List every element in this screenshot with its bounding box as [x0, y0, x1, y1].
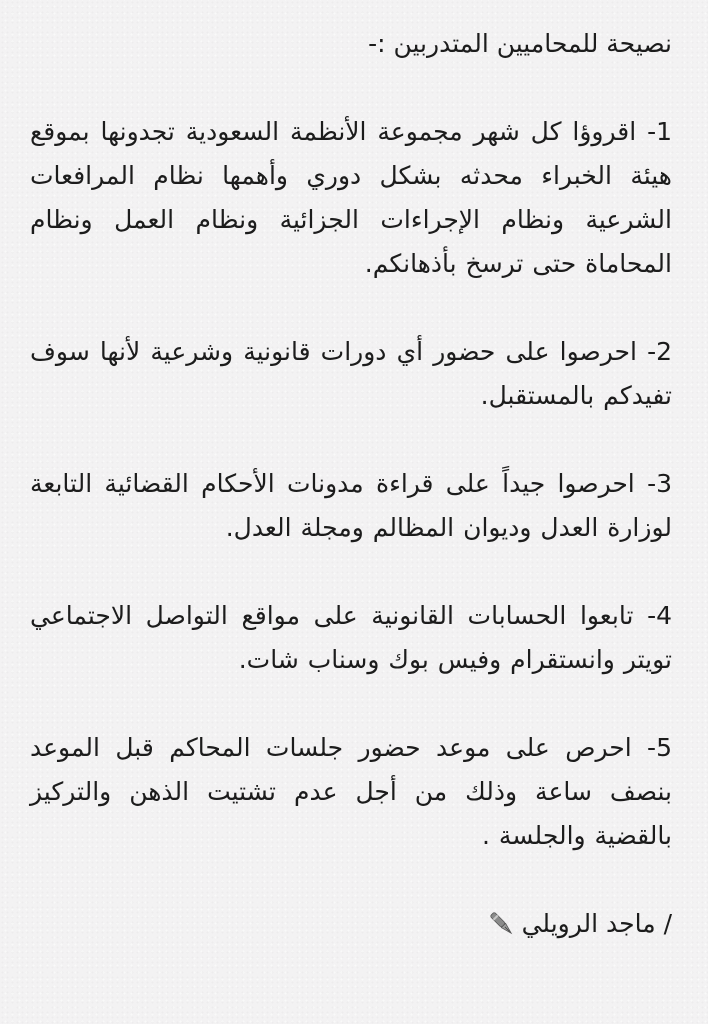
note-heading: نصيحة للمحاميين المتدربين :- [368, 29, 672, 58]
tip-number: 4- [647, 601, 672, 630]
tip-text: احرصوا على حضور أي دورات قانونية وشرعية لأنها سوف تفيدكم بالمستقبل. [30, 337, 672, 410]
tip-1 [30, 110, 672, 286]
tip-3 [30, 462, 672, 550]
signature-text: / ماجد الرويلي [521, 909, 672, 938]
tip-text: احرص على موعد حضور جلسات المحاكم قبل الموعد بنصف ساعة وذلك من أجل عدم تشتيت الذهن والتركيز بالقضية والجلسة . [30, 733, 672, 850]
tip-number: 2- [647, 337, 672, 366]
tip-5 [30, 726, 672, 858]
fountain-pen-icon [486, 908, 518, 940]
tip-number: 5- [647, 733, 672, 762]
tip-number: 3- [647, 469, 672, 498]
tip-4 [30, 594, 672, 682]
tip-text: تابعوا الحسابات القانونية على مواقع التواصل الاجتماعي تويتر وانستقرام وفيس بوك وسناب شات. [30, 601, 672, 674]
tip-number: 1- [647, 117, 672, 146]
tip-text: اقروؤا كل شهر مجموعة الأنظمة السعودية تجدونها بموقع هيئة الخبراء محدثه بشكل دوري وأهمها نظام المرافعات الشرعية ونظام الإجراءات الجزائية ونظام العمل ونظام المحاماة حتى ترسخ بأذهانكم. [30, 117, 672, 278]
signature [30, 902, 672, 946]
tip-text: احرصوا جيداً على قراءة مدونات الأحكام القضائية التابعة لوزارة العدل وديوان المظالم ومجلة العدل. [30, 469, 672, 542]
tip-2 [30, 330, 672, 418]
